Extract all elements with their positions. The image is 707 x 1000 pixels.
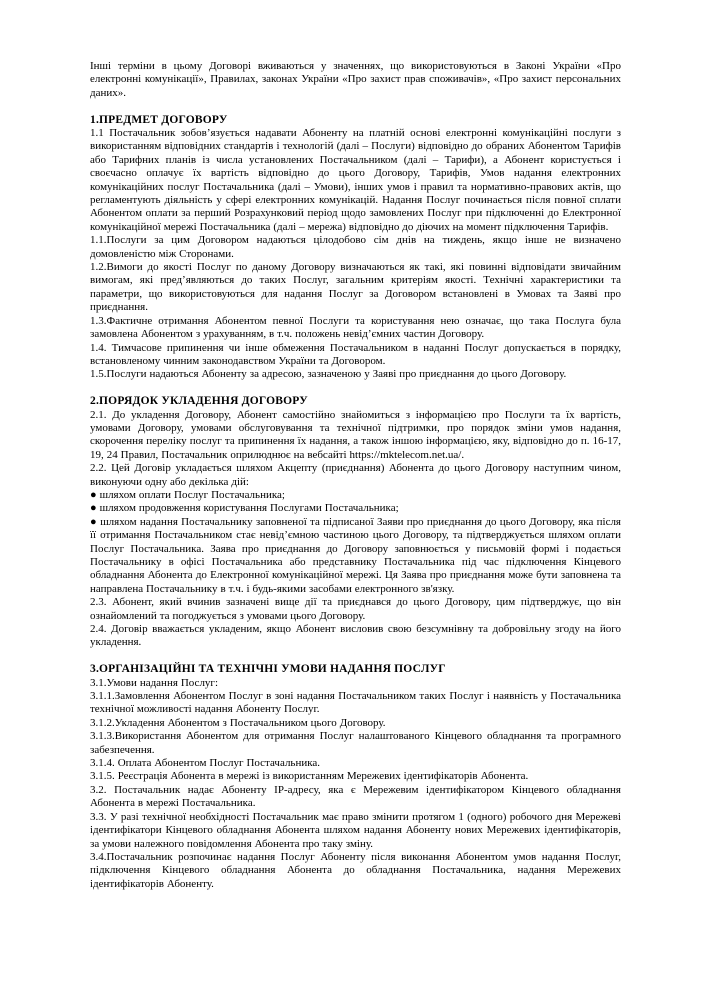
paragraph-3-1-5: 3.1.5. Реєстрація Абонента в мережі із використанням Мережевих ідентифікаторів Абонента.	[90, 770, 529, 783]
paragraph-3-1-2: 3.1.2.Укладення Абонентом з Постачальником цього Договору.	[90, 716, 386, 729]
paragraph-2-4: 2.4. Договір вважається укладеним, якщо Абонент висловив свою безсумнівну та добровільну згоду на його укладення.	[90, 623, 621, 649]
paragraph-3-1: 3.1.Умови надання Послуг:	[90, 676, 219, 689]
paragraph-1-5: 1.5.Послуги надаються Абоненту за адресою, зазначеною у Заяві про приєднання до цього Договору.	[90, 368, 567, 381]
intro-paragraph: Інші терміни в цьому Договорі вживаються у значеннях, що використовуються в Законі України «Про електронні комунікації», Правилах, законах України «Про захист прав споживачів», «Про захист персональних даних».	[90, 60, 621, 99]
paragraph-1-3: 1.3.Фактичне отримання Абонентом певної Послуги та користування нею означає, що така Послуга була замовлена Абонентом з урахуванням, в т.ч. положень невід’ємних частин Договору.	[90, 314, 621, 341]
section-heading-1: 1.ПРЕДМЕТ ДОГОВОРУ	[90, 113, 228, 126]
paragraph-2-2: 2.2. Цей Договір укладається шляхом Акцепту (приєднання) Абонента до цього Договору наступним чином, виконуючи одну або декілька дій:	[90, 462, 621, 488]
paragraph-3-4: 3.4.Постачальник розпочинає надання Послуг Абоненту після виконання Абонентом умов надання Послуг, підключення Кінцевого обладнання Абонента до обладнання Постачальника, надання Мережевих ідентифікаторів Абоненту.	[90, 850, 621, 890]
paragraph-3-1-4: 3.1.4. Оплата Абонентом Послуг Постачальника.	[90, 757, 321, 770]
paragraph-1-2: 1.2.Вимоги до якості Послуг по даному Договору визначаються як такі, які повинні відповідати звичайним вимогам, які пред’являються до таких Послуг, загальним критеріям якості. Технічні характеристики та параметри, що використовуються для надання Послуг за Договором встановлені в Умовах та Заяві про приєднання.	[90, 261, 621, 314]
paragraph-3-3: 3.3. У разі технічної необхідності Постачальник має право змінити протягом 1 (одного) робочого дня Мережеві ідентифікатори Кінцевого обладнання Абонента шляхом надання Абоненту нових Мережевих ідентифікаторів, за умови належного повідомлення Абонента про таку зміну.	[90, 810, 621, 850]
paragraph-3-1-3: 3.1.3.Використання Абонентом для отримання Послуг налаштованого Кінцевого обладнання та програмного забезпечення.	[90, 730, 621, 756]
bullet-item-application: ● шляхом надання Постачальнику заповненої та підписаної Заяви про приєднання до цього Договору, яка після її отримання Постачальником стає невід’ємною частиною цього Договору, та підтверджується шляхом оплати Послуг Постачальника. Заява про приєднання до Договору заповнюється у письмовій формі і подається Постачальнику в офісі Постачальника або представнику Постачальника під час підключення Кінцевого обладнання Абонента до Електронної комунікаційної мережі. Ця Заява про приєднання може бути заповнена та направлена Постачальнику в т.ч. і будь-якими засобами електронного зв'язку.	[90, 515, 621, 595]
paragraph-3-2: 3.2. Постачальник надає Абоненту IP-адресу, яка є Мережевим ідентифікатором Кінцевого обладнання Абонента в мережі Постачальника.	[90, 783, 621, 810]
paragraph-1-1: 1.1 Постачальник зобов’язується надавати Абоненту на платній основі електронні комунікаційні послуги з використанням відповідних стандартів і технологій (далі – Послуги) відповідно до обраних Абонентом Тарифів або Тарифних планів із числа установлених Постачальником (далі – Тарифи), а Абонент користується і своєчасно оплачує їх вартість відповідно до цього Договору, Тарифів, Умов надання електронних комунікаційних послуг Постачальника (далі – Умови), інших умов і правил та нормативно-правових актів, що регламентують діяльність у сфері електронних комунікацій. Надання Послуг починається після повної сплати Абонентом оплати за перший Розрахунковий період щодо замовлених Послуг при підключенні до Електронної комунікаційної мережі Постачальника (далі – мережа) відповідно до діючих на момент підключення Тарифів.	[90, 127, 621, 233]
paragraph-3-1-1: 3.1.1.Замовлення Абонентом Послуг в зоні надання Постачальником таких Послуг і наявність у Постачальника технічної можливості надання Абоненту Послуг.	[90, 690, 621, 716]
paragraph-2-1: 2.1. До укладення Договору, Абонент самостійно знайомиться з інформацією про Послуги та їх вартість, умовами Договору, умовами обслуговування та технічної підтримки, про порядок зміни умов надання, скорочення переліку послуг та припинення їх надання, а також іншою інформацією, яку, відповідно до п. 16-17, 19, 24 Правил, Постачальник оприлюднює на вебсайті https://mktelecom.net.ua/.	[90, 408, 621, 461]
paragraph-1-4: 1.4. Тимчасове припинення чи інше обмеження Постачальником в наданні Послуг допускається в порядку, встановленому чинним законодавством України та Договором.	[90, 341, 621, 367]
bullet-item-payment: ● шляхом оплати Послуг Постачальника;	[90, 488, 285, 501]
paragraph-1-1b: 1.1.Послуги за цим Договором надаються цілодобово сім днів на тиждень, якщо інше не визначено домовленістю між Сторонами.	[90, 234, 621, 260]
section-heading-3: 3.ОРГАНІЗАЦІЙНІ ТА ТЕХНІЧНІ УМОВИ НАДАННЯ ПОСЛУГ	[90, 663, 446, 676]
paragraph-2-3: 2.3. Абонент, який вчинив зазначені вище дії та приєднався до цього Договору, цим підтверджує, що він ознайомлений та погоджується з умовами цього Договору.	[90, 596, 621, 622]
bullet-item-continued-use: ● шляхом продовження користування Послугами Постачальника;	[90, 502, 399, 515]
section-heading-2: 2.ПОРЯДОК УКЛАДЕННЯ ДОГОВОРУ	[90, 395, 308, 408]
